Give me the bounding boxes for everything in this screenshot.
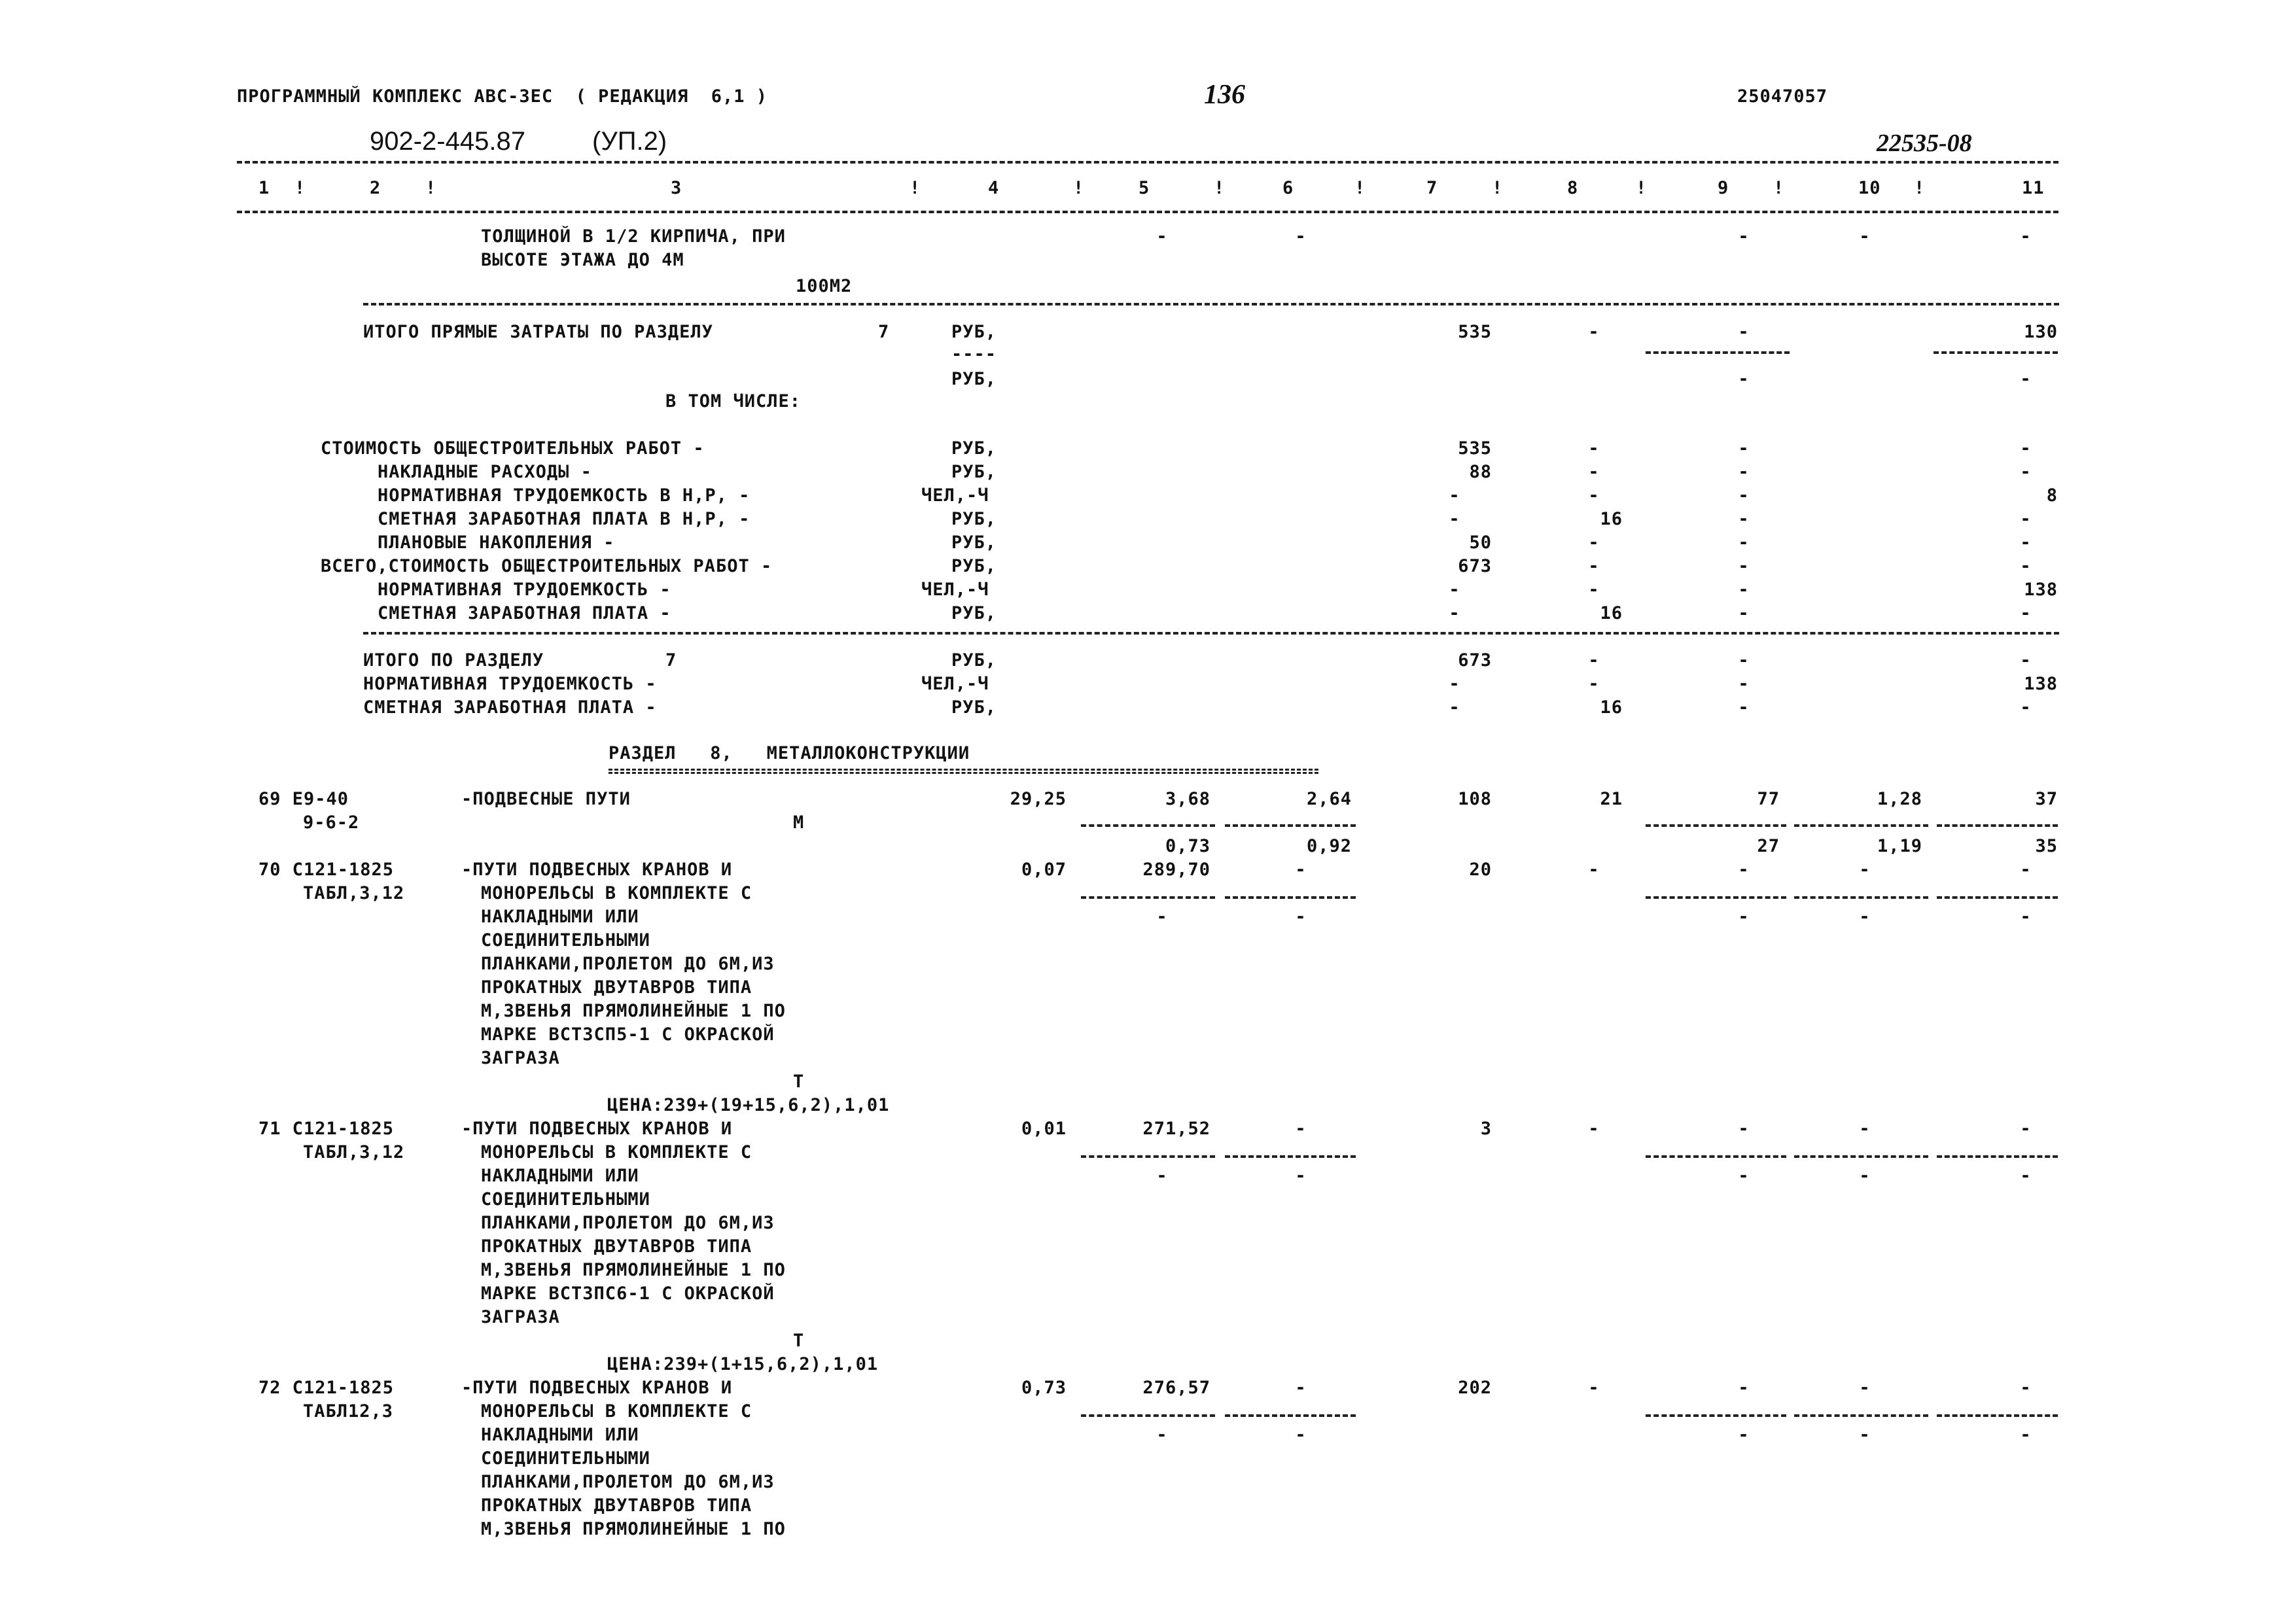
value-rule <box>1081 896 1215 899</box>
column-separator: ! <box>1914 178 1926 198</box>
estimate-cell: - <box>1738 556 1750 576</box>
subtotal-rule <box>1646 351 1790 354</box>
estimate-cell: 138 <box>2024 674 2058 694</box>
estimate-cell: ЧЕЛ,-Ч <box>921 674 989 694</box>
estimate-cell: НАКЛАДНЫМИ ИЛИ <box>481 1425 639 1445</box>
estimate-cell: 0,73 <box>1021 1378 1067 1398</box>
estimate-cell: РУБ, <box>951 509 997 529</box>
estimate-cell: - <box>1738 650 1750 671</box>
estimate-cell: 0,01 <box>1021 1119 1067 1139</box>
estimate-cell: СОЕДИНИТЕЛЬНЫМИ <box>481 1189 650 1210</box>
estimate-cell: - <box>2020 860 2032 880</box>
estimate-cell: - <box>1588 860 1600 880</box>
estimate-cell: М <box>793 812 805 833</box>
estimate-cell: ЗАГРАЗА <box>481 1307 560 1327</box>
estimate-cell: Т <box>793 1072 805 1092</box>
estimate-cell: 289,70 <box>1142 860 1210 880</box>
estimate-cell: РУБ, <box>951 532 997 553</box>
estimate-cell: РУБ, <box>951 603 997 623</box>
estimate-cell: - <box>1156 226 1168 247</box>
estimate-cell: - <box>1449 697 1460 718</box>
estimate-cell: СОЕДИНИТЕЛЬНЫМИ <box>481 1448 650 1469</box>
estimate-cell: - <box>1588 650 1600 671</box>
estimate-cell: 0,92 <box>1306 836 1352 856</box>
estimate-cell: - <box>2020 438 2032 459</box>
value-rule <box>1081 824 1215 827</box>
estimate-cell: - <box>1738 580 1750 600</box>
column-number: 5 <box>1139 178 1150 198</box>
estimate-cell: 72 С121-1825 <box>258 1378 395 1398</box>
estimate-cell: - <box>1738 907 1750 927</box>
estimate-cell: РУБ, <box>951 322 997 342</box>
estimate-cell: 100М2 <box>796 276 853 296</box>
estimate-cell: НАКЛАДНЫЕ РАСХОДЫ - <box>378 462 592 482</box>
estimate-cell: - <box>1588 322 1600 342</box>
estimate-cell: СОЕДИНИТЕЛЬНЫМИ <box>481 930 650 951</box>
estimate-cell: СМЕТНАЯ ЗАРАБОТНАЯ ПЛАТА В Н,Р, - <box>378 509 751 529</box>
estimate-cell: - <box>1588 1378 1600 1398</box>
estimate-cell: - <box>2020 650 2032 671</box>
estimate-cell: -ПУТИ ПОДВЕСНЫХ КРАНОВ И <box>461 860 733 880</box>
estimate-cell: - <box>1588 580 1600 600</box>
estimate-cell: ИТОГО ПО РАЗДЕЛУ <box>363 650 544 671</box>
estimate-cell: 3 <box>1480 1119 1492 1139</box>
estimate-cell: - <box>2020 603 2032 623</box>
value-rule <box>1646 1414 1786 1417</box>
estimate-cell: - <box>1738 369 1750 389</box>
document-code: 25047057 <box>1737 86 1828 107</box>
estimate-cell: - <box>1588 674 1600 694</box>
estimate-cell: - <box>1449 674 1460 694</box>
section-underline <box>609 769 1318 774</box>
column-number: 10 <box>1858 178 1881 198</box>
estimate-cell: ПЛАНКАМИ,ПРОЛЕТОМ ДО 6М,ИЗ <box>481 954 775 974</box>
estimate-cell: 70 С121-1825 <box>258 860 395 880</box>
column-number: 1 <box>258 178 270 198</box>
estimate-cell: - <box>1449 603 1460 623</box>
value-rule <box>1937 896 2058 899</box>
estimate-cell: - <box>1738 860 1750 880</box>
estimate-cell: ПРОКАТНЫХ ДВУТАВРОВ ТИПА <box>481 977 752 998</box>
estimate-cell: СМЕТНАЯ ЗАРАБОТНАЯ ПЛАТА - <box>378 603 671 623</box>
estimate-cell: - <box>2020 532 2032 553</box>
estimate-cell: ЦЕНА:239+(19+15,6,2),1,01 <box>607 1095 890 1115</box>
estimate-cell: ПРОКАТНЫХ ДВУТАВРОВ ТИПА <box>481 1236 752 1257</box>
estimate-cell: - <box>2020 226 2032 247</box>
estimate-cell: ИТОГО ПРЯМЫЕ ЗАТРАТЫ ПО РАЗДЕЛУ <box>363 322 713 342</box>
estimate-cell: - <box>2020 1166 2032 1186</box>
estimate-cell: 7 <box>878 322 890 342</box>
estimate-cell: - <box>1588 1119 1600 1139</box>
value-rule <box>1646 896 1786 899</box>
value-rule <box>1081 1155 1215 1158</box>
estimate-cell: РУБ, <box>951 650 997 671</box>
estimate-cell: 1,19 <box>1877 836 1922 856</box>
estimate-cell: - <box>1859 1425 1871 1445</box>
column-number: 9 <box>1718 178 1729 198</box>
estimate-cell: ВЫСОТЕ ЭТАЖА ДО 4М <box>481 250 684 270</box>
estimate-cell: ЧЕЛ,-Ч <box>921 580 989 600</box>
estimate-cell: РУБ, <box>951 438 997 459</box>
column-number: 11 <box>2022 178 2045 198</box>
estimate-cell: 71 С121-1825 <box>258 1119 395 1139</box>
estimate-cell: 108 <box>1458 789 1492 809</box>
column-separator: ! <box>425 178 437 198</box>
estimate-cell: 276,57 <box>1142 1378 1210 1398</box>
estimate-cell: - <box>1588 556 1600 576</box>
estimate-cell: - <box>1738 532 1750 553</box>
estimate-cell: - <box>1738 1119 1750 1139</box>
estimate-cell: -ПОДВЕСНЫЕ ПУТИ <box>461 789 631 809</box>
value-rule <box>1794 1155 1928 1158</box>
estimate-cell: 16 <box>1600 509 1623 529</box>
estimate-cell: ПЛАНОВЫЕ НАКОПЛЕНИЯ - <box>378 532 615 553</box>
header-rule-top <box>237 161 2058 164</box>
estimate-cell: 673 <box>1458 556 1492 576</box>
column-separator: ! <box>910 178 921 198</box>
estimate-cell: РУБ, <box>951 697 997 718</box>
value-rule <box>1225 824 1356 827</box>
estimate-cell: - <box>1295 1378 1307 1398</box>
estimate-cell: М,ЗВЕНЬЯ ПРЯМОЛИНЕЙНЫЕ 1 ПО <box>481 1260 786 1280</box>
estimate-cell: - <box>1738 438 1750 459</box>
column-separator: ! <box>1492 178 1504 198</box>
estimate-cell: - <box>2020 556 2032 576</box>
estimate-cell: ЧЕЛ,-Ч <box>921 485 989 506</box>
estimate-cell: 3,68 <box>1165 789 1210 809</box>
estimate-cell: ЦЕНА:239+(1+15,6,2),1,01 <box>607 1354 879 1374</box>
column-number: 8 <box>1567 178 1579 198</box>
value-rule <box>1646 1155 1786 1158</box>
estimate-cell: - <box>1156 1166 1168 1186</box>
estimate-cell: - <box>1738 322 1750 342</box>
estimate-cell: 69 Е9-40 <box>258 789 349 809</box>
value-rule <box>1937 1155 2058 1158</box>
estimate-cell: ПЛАНКАМИ,ПРОЛЕТОМ ДО 6М,ИЗ <box>481 1213 775 1233</box>
estimate-cell: - <box>1859 1378 1871 1398</box>
column-separator: ! <box>1773 178 1785 198</box>
estimate-cell: СМЕТНАЯ ЗАРАБОТНАЯ ПЛАТА - <box>363 697 657 718</box>
estimate-cell: 7 <box>665 650 677 671</box>
estimate-cell: - <box>2020 369 2032 389</box>
subtotal-rule <box>1934 351 2058 354</box>
estimate-cell: - <box>1738 485 1750 506</box>
estimate-cell: - <box>1449 509 1460 529</box>
estimate-cell: ТОЛЩИНОЙ В 1/2 КИРПИЧА, ПРИ <box>481 226 786 247</box>
column-number: 4 <box>988 178 1000 198</box>
estimate-cell: - <box>2020 462 2032 482</box>
estimate-cell: 37 <box>2035 789 2058 809</box>
estimate-cell: ТАБЛ12,3 <box>303 1401 394 1422</box>
estimate-cell: - <box>1859 1166 1871 1186</box>
estimate-cell: - <box>1588 485 1600 506</box>
estimate-cell: - <box>1588 438 1600 459</box>
estimate-cell: М,ЗВЕНЬЯ ПРЯМОЛИНЕЙНЫЕ 1 ПО <box>481 1519 786 1539</box>
page-number: 136 <box>1204 80 1245 110</box>
estimate-cell: - <box>1738 697 1750 718</box>
estimate-cell: - <box>1295 226 1307 247</box>
value-rule <box>1937 1414 2058 1417</box>
estimate-cell: НОРМАТИВНАЯ ТРУДОЕМКОСТЬ - <box>363 674 657 694</box>
estimate-cell: - <box>2020 1119 2032 1139</box>
column-number: 3 <box>671 178 682 198</box>
estimate-cell: ВСЕГО,СТОИМОСТЬ ОБЩЕСТРОИТЕЛЬНЫХ РАБОТ - <box>321 556 773 576</box>
estimate-cell: 20 <box>1469 860 1492 880</box>
value-rule <box>1081 1414 1215 1417</box>
estimate-cell: - <box>2020 907 2032 927</box>
estimate-cell: - <box>1295 860 1307 880</box>
estimate-cell: - <box>1738 1378 1750 1398</box>
program-title: ПРОГРАММНЫЙ КОМПЛЕКС АВС-ЗЕС ( РЕДАКЦИЯ 6,1 ) <box>237 86 768 107</box>
estimate-cell: - <box>1859 860 1871 880</box>
estimate-cell: В ТОМ ЧИСЛЕ: <box>665 391 802 411</box>
estimate-cell: 130 <box>2024 322 2058 342</box>
estimate-cell: 2,64 <box>1306 789 1352 809</box>
estimate-cell: - <box>1738 1166 1750 1186</box>
estimate-cell: МОНОРЕЛЬСЫ В КОМПЛЕКТЕ С <box>481 883 752 903</box>
estimate-cell: - <box>1859 1119 1871 1139</box>
estimate-cell: ТАБЛ,3,12 <box>303 883 405 903</box>
album-number: (УП.2) <box>592 127 667 156</box>
column-number: 7 <box>1426 178 1438 198</box>
estimate-cell: МАРКЕ ВСТЗПС6-1 С ОКРАСКОЙ <box>481 1283 775 1304</box>
estimate-cell: 35 <box>2035 836 2058 856</box>
estimate-cell: ЗАГРАЗА <box>481 1048 560 1068</box>
estimate-cell: - <box>1295 907 1307 927</box>
value-rule <box>1794 824 1928 827</box>
estimate-cell: - <box>1738 462 1750 482</box>
estimate-cell: СТОИМОСТЬ ОБЩЕСТРОИТЕЛЬНЫХ РАБОТ - <box>321 438 705 459</box>
estimate-cell: - <box>1295 1166 1307 1186</box>
value-rule <box>1794 896 1928 899</box>
estimate-cell: 535 <box>1458 438 1492 459</box>
estimate-cell: - <box>1738 603 1750 623</box>
estimate-cell: - <box>1449 580 1460 600</box>
estimate-cell: 8 <box>2046 485 2058 506</box>
column-separator: ! <box>1214 178 1226 198</box>
column-separator: ! <box>294 178 306 198</box>
estimate-cell: 50 <box>1469 532 1492 553</box>
estimate-cell: 16 <box>1600 603 1623 623</box>
estimate-cell: 29,25 <box>1010 789 1067 809</box>
estimate-cell: - <box>2020 1378 2032 1398</box>
column-number: 2 <box>370 178 381 198</box>
header-rule-bottom <box>237 211 2058 213</box>
estimate-cell: НАКЛАДНЫМИ ИЛИ <box>481 907 639 927</box>
estimate-cell: - <box>1738 226 1750 247</box>
estimate-cell: - <box>2020 509 2032 529</box>
estimate-cell: ТАБЛ,3,12 <box>303 1142 405 1162</box>
estimate-cell: ---- <box>951 344 997 364</box>
estimate-cell: - <box>2020 1425 2032 1445</box>
estimate-cell: НАКЛАДНЫМИ ИЛИ <box>481 1166 639 1186</box>
estimate-cell: - <box>1449 485 1460 506</box>
estimate-cell: РУБ, <box>951 556 997 576</box>
estimate-cell: - <box>1156 907 1168 927</box>
estimate-cell: 88 <box>1469 462 1492 482</box>
value-rule <box>1794 1414 1928 1417</box>
estimate-cell: МАРКЕ ВСТЗСП5-1 С ОКРАСКОЙ <box>481 1024 775 1045</box>
sheet-code: 22535-08 <box>1877 130 1972 157</box>
estimate-cell: - <box>1859 907 1871 927</box>
estimate-cell: 9-6-2 <box>303 812 360 833</box>
estimate-cell: 138 <box>2024 580 2058 600</box>
estimate-cell: - <box>1588 532 1600 553</box>
column-separator: ! <box>1073 178 1085 198</box>
estimate-cell: МОНОРЕЛЬСЫ В КОМПЛЕКТЕ С <box>481 1401 752 1422</box>
value-rule <box>1937 824 2058 827</box>
estimate-cell: -ПУТИ ПОДВЕСНЫХ КРАНОВ И <box>461 1378 733 1398</box>
estimate-cell: ПЛАНКАМИ,ПРОЛЕТОМ ДО 6М,ИЗ <box>481 1472 775 1492</box>
value-rule <box>1225 1155 1356 1158</box>
value-rule <box>1225 896 1356 899</box>
estimate-cell: - <box>1738 1425 1750 1445</box>
estimate-cell: - <box>2020 697 2032 718</box>
estimate-cell: РУБ, <box>951 369 997 389</box>
value-rule <box>1646 824 1786 827</box>
estimate-cell: 16 <box>1600 697 1623 718</box>
estimate-cell: -ПУТИ ПОДВЕСНЫХ КРАНОВ И <box>461 1119 733 1139</box>
estimate-cell: - <box>1738 674 1750 694</box>
estimate-cell: - <box>1156 1425 1168 1445</box>
estimate-cell: 0,73 <box>1165 836 1210 856</box>
estimate-cell: РАЗДЕЛ 8, МЕТАЛЛОКОНСТРУКЦИИ <box>609 743 970 763</box>
estimate-cell: 535 <box>1458 322 1492 342</box>
estimate-cell: - <box>1738 509 1750 529</box>
estimate-cell: М,ЗВЕНЬЯ ПРЯМОЛИНЕЙНЫЕ 1 ПО <box>481 1001 786 1021</box>
estimate-cell: 27 <box>1757 836 1780 856</box>
estimate-cell: - <box>1295 1119 1307 1139</box>
column-separator: ! <box>1354 178 1366 198</box>
estimate-cell: 673 <box>1458 650 1492 671</box>
estimate-cell: 0,07 <box>1021 860 1067 880</box>
estimate-cell: Т <box>793 1331 805 1351</box>
estimate-cell: МОНОРЕЛЬСЫ В КОМПЛЕКТЕ С <box>481 1142 752 1162</box>
estimate-cell: - <box>1588 462 1600 482</box>
section-rule <box>363 303 2059 305</box>
estimate-cell: 271,52 <box>1142 1119 1210 1139</box>
estimate-cell: 1,28 <box>1877 789 1922 809</box>
estimate-cell: 21 <box>1600 789 1623 809</box>
section-rule <box>363 632 2059 635</box>
column-separator: ! <box>1636 178 1648 198</box>
estimate-cell: - <box>1295 1425 1307 1445</box>
estimate-cell: РУБ, <box>951 462 997 482</box>
project-number: 902-2-445.87 <box>370 127 525 156</box>
estimate-cell: НОРМАТИВНАЯ ТРУДОЕМКОСТЬ В Н,Р, - <box>378 485 751 506</box>
estimate-cell: 202 <box>1458 1378 1492 1398</box>
estimate-cell: - <box>1859 226 1871 247</box>
estimate-cell: ПРОКАТНЫХ ДВУТАВРОВ ТИПА <box>481 1495 752 1516</box>
value-rule <box>1225 1414 1356 1417</box>
estimate-cell: НОРМАТИВНАЯ ТРУДОЕМКОСТЬ - <box>378 580 671 600</box>
estimate-cell: 77 <box>1757 789 1780 809</box>
column-number: 6 <box>1282 178 1294 198</box>
